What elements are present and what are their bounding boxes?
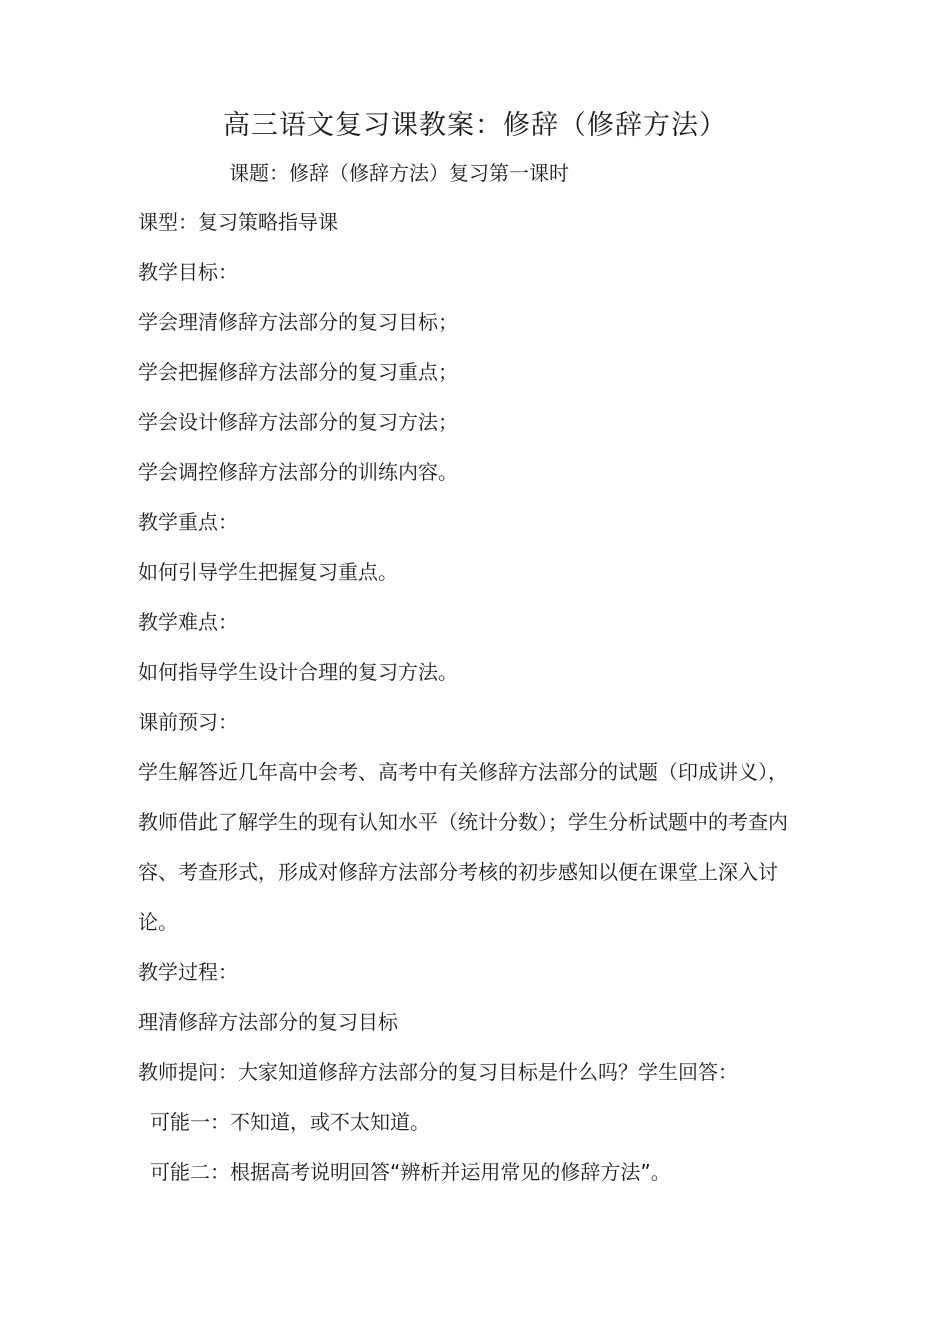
objective-item: 学会调控修辞方法部分的训练内容。 — [138, 460, 458, 484]
difficulty-heading: 教学难点： — [138, 610, 238, 634]
document-title: 高三语文复习课教案：修辞（修辞方法） — [223, 110, 727, 141]
process-item: 理清修辞方法部分的复习目标 — [138, 1010, 398, 1034]
student-answer-2: 可能二：根据高考说明回答“辨析并运用常见的修辞方法”。 — [150, 1160, 671, 1184]
objectives-heading: 教学目标： — [138, 260, 238, 284]
objective-item: 学会把握修辞方法部分的复习重点； — [138, 360, 458, 384]
key-point-text: 如何引导学生把握复习重点。 — [138, 560, 398, 584]
objective-item: 学会设计修辞方法部分的复习方法； — [138, 410, 458, 434]
process-heading: 教学过程： — [138, 960, 238, 984]
teacher-question: 教师提问：大家知道修辞方法部分的复习目标是什么吗？学生回答： — [138, 1060, 738, 1084]
preview-paragraph: 学生解答近几年高中会考、高考中有关修辞方法部分的试题（印成讲义），教师借此了解学生的现有认知水平（统计分数）；学生分析试题中的考查内容、考查形式，形成对修辞方法部分考核的初步感知以便在课堂上深入讨论。 — [138, 760, 788, 934]
preview-heading: 课前预习： — [138, 710, 238, 734]
student-answer-1: 可能一：不知道，或不太知道。 — [150, 1110, 430, 1134]
lesson-type: 课型：复习策略指导课 — [138, 210, 338, 234]
document-body — [138, 206, 808, 1206]
difficulty-text: 如何指导学生设计合理的复习方法。 — [138, 660, 458, 684]
objective-item: 学会理清修辞方法部分的复习目标； — [138, 310, 458, 334]
document-subtitle: 课题：修辞（修辞方法）复习第一课时 — [229, 161, 569, 185]
key-points-heading: 教学重点： — [138, 510, 238, 534]
